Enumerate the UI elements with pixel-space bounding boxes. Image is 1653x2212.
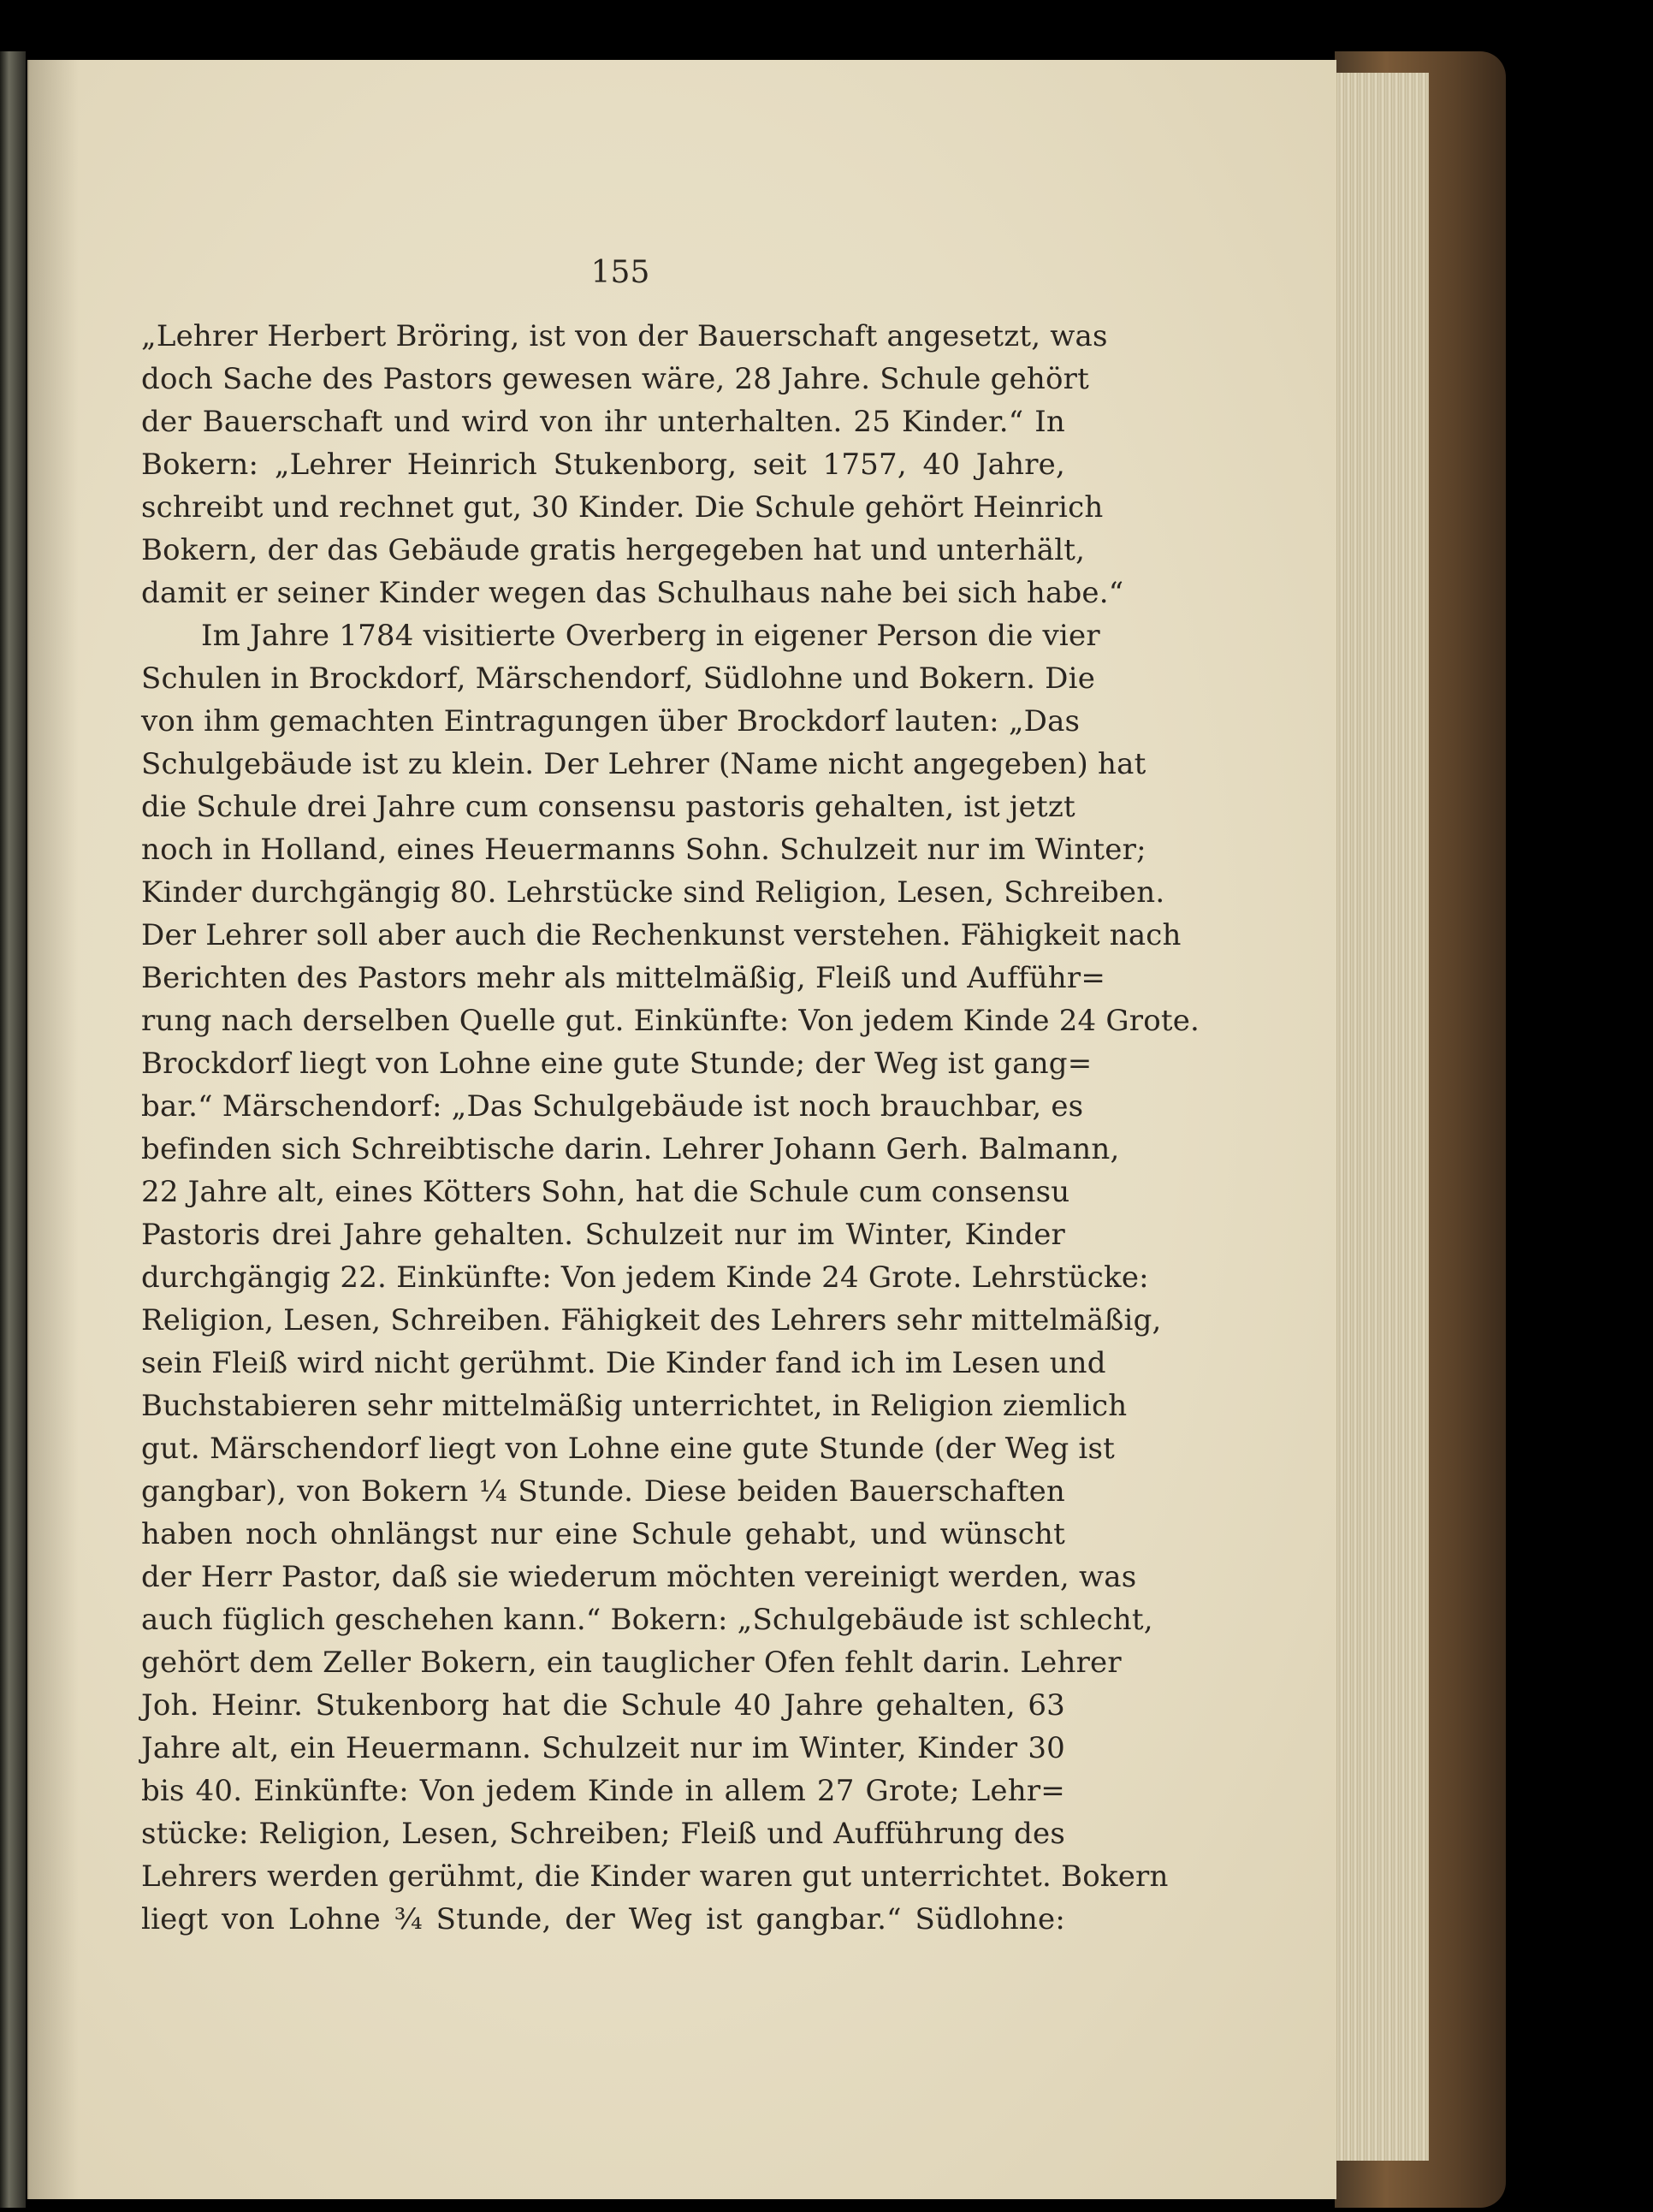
text-line: Bokern: „Lehrer Heinrich Stukenborg, seit 1757, 40 Jahre, [141,448,1065,482]
text-line: Joh. Heinr. Stukenborg hat die Schule 40 Jahre gehalten, 63 [141,1688,1065,1723]
text-line: haben noch ohnlängst nur eine Schule gehabt, und wünscht [141,1517,1065,1551]
text-line: Schulgebäude ist zu klein. Der Lehrer (Name nicht angegeben) hat [141,747,1146,781]
text-line: Im Jahre 1784 visitierte Overberg in eigener Person die vier [201,619,1100,653]
text-line: auch füglich geschehen kann.“ Bokern: „Schulgebäude ist schlecht, [141,1603,1153,1637]
text-line: rung nach derselben Quelle gut. Einkünfte: Von jedem Kinde 24 Grote. [141,1004,1200,1038]
text-line: gangbar), von Bokern ¼ Stunde. Diese beiden Bauerschaften [141,1474,1065,1509]
text-line: Kinder durchgängig 80. Lehrstücke sind Religion, Lesen, Schreiben. [141,875,1165,910]
text-line: Jahre alt, ein Heuermann. Schulzeit nur im Winter, Kinder 30 [141,1731,1065,1765]
text-line: Bokern, der das Gebäude gratis hergegeben hat und unterhält, [141,533,1086,567]
text-line: damit er seiner Kinder wegen das Schulhaus nahe bei sich habe.“ [141,576,1124,610]
text-line: gehört dem Zeller Bokern, ein tauglicher Ofen fehlt darin. Lehrer [141,1646,1122,1680]
text-line: doch Sache des Pastors gewesen wäre, 28 Jahre. Schule gehört [141,362,1089,396]
text-line: von ihm gemachten Eintragungen über Brockdorf lauten: „Das [141,704,1081,738]
text-line: schreibt und rechnet gut, 30 Kinder. Die Schule gehört Heinrich [141,490,1104,525]
text-line: 22 Jahre alt, eines Kötters Sohn, hat die Schule cum consensu [141,1175,1070,1209]
text-line: bis 40. Einkünfte: Von jedem Kinde in allem 27 Grote; Lehr= [141,1774,1065,1808]
text-line: Brockdorf liegt von Lohne eine gute Stunde; der Weg ist gang= [141,1047,1093,1081]
text-line: „Lehrer Herbert Bröring, ist von der Bauerschaft angesetzt, was [141,319,1108,353]
left-page-edge [0,51,26,2208]
text-line: der Herr Pastor, daß sie wiederum möchten vereinigt werden, was [141,1560,1137,1594]
page-edges [1330,73,1429,2161]
text-line: der Bauerschaft und wird von ihr unterhalten. 25 Kinder.“ In [141,405,1065,439]
body-text [141,315,1200,1941]
text-line: Lehrers werden gerühmt, die Kinder waren gut unterrichtet. Bokern [141,1859,1169,1894]
page-number: 155 [590,255,650,290]
text-line: Pastoris drei Jahre gehalten. Schulzeit nur im Winter, Kinder [141,1218,1065,1252]
gutter-shadow [27,60,79,2199]
text-line: Berichten des Pastors mehr als mittelmäßig, Fleiß und Aufführ= [141,961,1106,995]
text-line: Religion, Lesen, Schreiben. Fähigkeit des Lehrers sehr mittelmäßig, [141,1303,1162,1337]
text-line: stücke: Religion, Lesen, Schreiben; Fleiß und Aufführung des [141,1817,1065,1851]
text-line: liegt von Lohne ¾ Stunde, der Weg ist gangbar.“ Südlohne: [141,1902,1065,1936]
text-line: durchgängig 22. Einkünfte: Von jedem Kinde 24 Grote. Lehrstücke: [141,1260,1149,1295]
text-line: befinden sich Schreibtische darin. Lehrer Johann Gerh. Balmann, [141,1132,1120,1166]
text-line: sein Fleiß wird nicht gerühmt. Die Kinder fand ich im Lesen und [141,1346,1106,1380]
text-line: Buchstabieren sehr mittelmäßig unterrichtet, in Religion ziemlich [141,1389,1128,1423]
text-line: Schulen in Brockdorf, Märschendorf, Südlohne und Bokern. Die [141,661,1096,696]
text-line: Der Lehrer soll aber auch die Rechenkunst verstehen. Fähigkeit nach [141,918,1182,952]
text-line: gut. Märschendorf liegt von Lohne eine gute Stunde (der Weg ist [141,1432,1116,1466]
text-line: bar.“ Märschendorf: „Das Schulgebäude ist noch brauchbar, es [141,1089,1084,1124]
text-line: die Schule drei Jahre cum consensu pastoris gehalten, ist jetzt [141,790,1075,824]
text-line: noch in Holland, eines Heuermanns Sohn. Schulzeit nur im Winter; [141,833,1146,867]
